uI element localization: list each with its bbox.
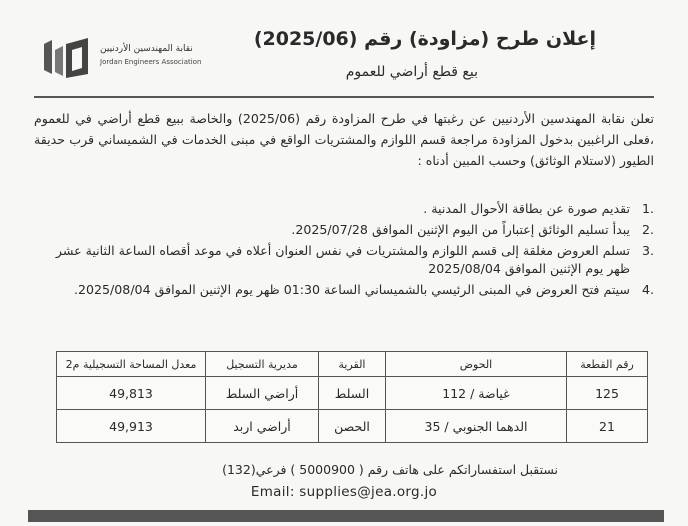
cell-plot-number: 125 [567,377,648,410]
list-item [40,242,654,278]
cell-plot-number: 21 [567,410,648,443]
contact-email: Email: supplies@jea.org.jo [250,484,438,500]
intro-paragraph: تعلن نقابة المهندسين الأردنيين عن رغبتها في طرح المزاودة رقم (2025/06) والخاصة ببيع قطع أراضي في للعموم ،فعلى الراغبين بدخول المزاودة مراجعة قسم اللوازم والمشتريات الواقع في مبنى الخدمات في الشميساني قرب حديقة الطيور (لاستلام الوثائق) وحسب المبين أدناه : [34,111,654,168]
land-plots-table [56,351,648,443]
cell-village: السلط [319,377,386,410]
list-item [40,281,654,299]
announcement-subtitle: بيع قطع أراضي للعموم [345,64,478,80]
list-item-number: 2. [641,222,654,237]
table-header-row [57,352,648,377]
list-item-text: تسلم العروض مغلقة إلى قسم اللوازم والمشتريات في نفس العنوان أعلاه في موعد أقصاه الساعة الثانية عشر ظهر يوم الإثنين الموافق 2025/08/04 [55,243,630,276]
jea-logo-icon [42,36,94,80]
announcement-title: إعلان طرح (مزاودة) رقم (2025/06) [253,28,596,50]
list-item [40,221,654,239]
header-basin: الحوض [386,352,567,377]
table-row [57,377,648,410]
header-plot-number: رقم القطعة [567,352,648,377]
bottom-divider [28,510,664,522]
header-village: القرية [319,352,386,377]
cell-registration-directorate: أراضي السلط [206,377,319,410]
logo-text-en: Jordan Engineers Association [100,58,202,66]
cell-area: 49,813 [57,377,206,410]
cell-village: الحصن [319,410,386,443]
list-item-number: 4. [641,282,654,297]
table-row [57,410,648,443]
list-item [40,200,654,218]
logo-text-ar: نقابة المهندسين الأردنيين [100,44,193,54]
list-item-text: تقديم صورة عن بطاقة الأحوال المدنية . [423,201,630,216]
header-area: معدل المساحة التسجيلية م2 [57,352,206,377]
cell-basin: الدهما الجنوبي / 35 [386,410,567,443]
jea-logo [42,36,222,80]
header-registration-directorate: مديرية التسجيل [206,352,319,377]
cell-basin: غياضة / 112 [386,377,567,410]
list-item-text: يبدأ تسليم الوثائق إعتباراً من اليوم الإثنين الموافق 2025/07/28. [291,222,630,237]
contact-phone: نستقبل استفساراتكم على هاتف رقم ( 5000900 ) فرعي(132) [222,462,558,477]
list-item-number: 1. [641,201,654,216]
list-item-text: سيتم فتح العروض في المبنى الرئيسي بالشميساني الساعة 01:30 ظهر يوم الإثنين الموافق 2025/08/04. [73,282,630,297]
requirements-list [40,200,654,302]
cell-area: 49,913 [57,410,206,443]
header-divider [34,96,654,98]
list-item-number: 3. [641,243,654,258]
cell-registration-directorate: أراضي اربد [206,410,319,443]
